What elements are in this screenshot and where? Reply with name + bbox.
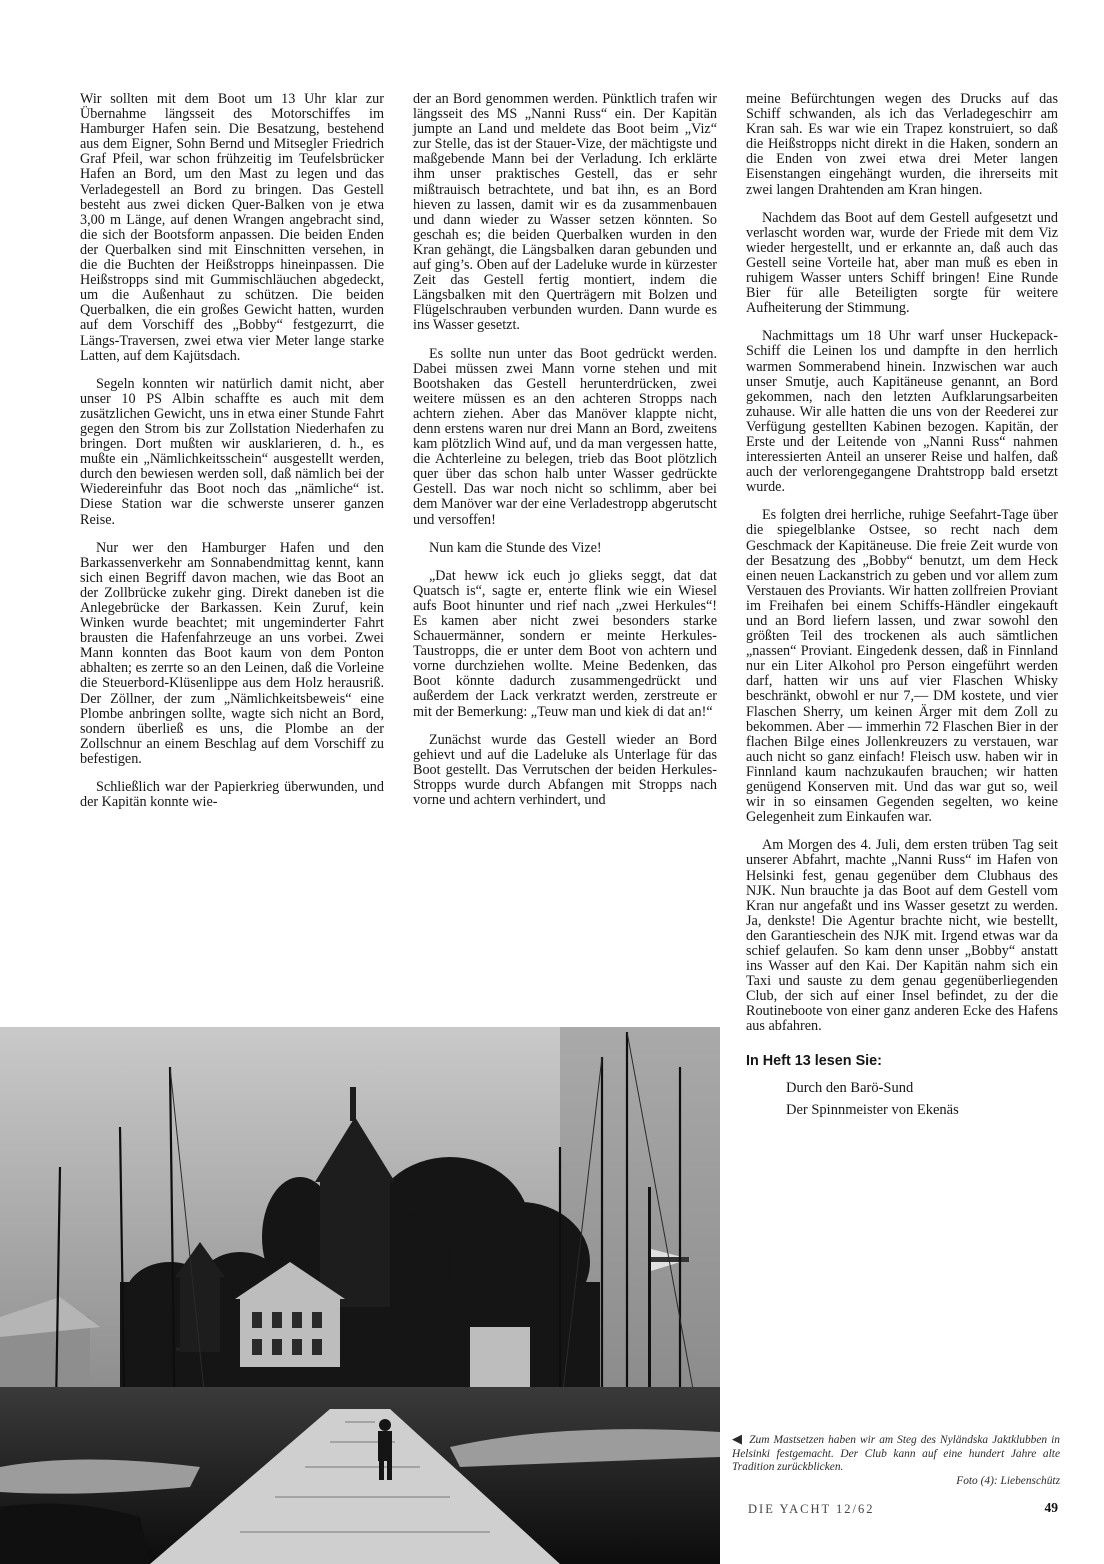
magazine-issue: DIE YACHT 12/62 bbox=[748, 1502, 875, 1516]
article-column-1 bbox=[80, 92, 384, 823]
paragraph: Nun kam die Stunde des Vize! bbox=[429, 539, 602, 556]
paragraph: Am Morgen des 4. Juli, dem ersten trüben Tag seit unserer Abfahrt, machte „Nanni Russ“ im Hafen von Helsinki fest, genau gegenüber dem Clubhaus des NJK. Nun brauchte ja das Boot auf dem Gestell vom Kran nur angefaßt und ins Wasser gesetzt zu werden. Ja, denkste! Die Agentur brachte nicht, wie bestellt, den Garantieschein des NJK mit. Irgend etwas war da schief gelaufen. So kam denn unser „Bobby“ anstatt ins Wasser auf den Kai. Der Kapitän nahm sich ein Taxi und sauste zu dem genau gegenüberliegenden Club, der sich auf einer Insel befindet, zu der die Routineboote von einer ganz anderen Ecke des Hafens aus abfahren. bbox=[746, 837, 1058, 1035]
paragraph: Wir sollten mit dem Boot um 13 Uhr klar zur Übernahme längsseit des Motorschiffes im Hamburger Hafen sein. Die Besatzung, bestehend aus dem Eigner, Sohn Bernd und Mitsegler Friedrich Graf Pfeil, war schon frühzeitig im Teufelsbrücker Hafen an Bord, um den Mast zu legen und das Verladegestell an Bord zu bringen. Das Gestell besteht aus zwei dicken Quer-Balken von je etwa 3,00 m Länge, auf denen Wrangen angebracht sind, die sich der Bootsform anpassen. Die beiden Enden der Querbalken sind mit Einschnitten versehen, in die die Buchten der Heißstropps hineinpassen. Die Heißstropps sind mit Gummischläuchen abgedeckt, um die Außenhaut zu schützen. Die beiden Querbalken, die ein großes Gewicht hatten, wurden auf dem Vorschiff des „Bobby“ festgezurrt, die Längs-Traversen, zwei etwa vier Meter lange starke Latten, auf dem Kajütsdach. bbox=[80, 91, 384, 364]
next-issue-item: Der Spinnmeister von Ekenäs bbox=[786, 1101, 959, 1118]
paragraph: Schließlich war der Papierkrieg überwunden, und der Kapitän konnte wie- bbox=[80, 779, 384, 811]
photo-caption bbox=[732, 1432, 1060, 1488]
page-number: 49 bbox=[1044, 1500, 1058, 1515]
article-column-2 bbox=[413, 92, 717, 821]
caption-pointer-arrow-icon: ◀ bbox=[732, 1431, 744, 1446]
paragraph: meine Befürchtungen wegen des Drucks auf das Schiff schwanden, als ich das Verladegeschirr am Kran sah. Es war wie ein Trapez konstruiert, so daß die Heißstropps nicht direkt in die Haken, sondern an die Enden von zwei etwa drei Meter langen Eisenstangen eingehängt wurden, die ihrerseits mit zwei langen Drahtenden am Kran hingen. bbox=[746, 91, 1058, 198]
harbour-photo bbox=[0, 1027, 720, 1564]
next-issue-heading: In Heft 13 lesen Sie: bbox=[746, 1052, 882, 1069]
next-issue-item: Durch den Barö-Sund bbox=[786, 1079, 914, 1096]
paragraph: Es sollte nun unter das Boot gedrückt werden. Dabei müssen zwei Mann vorne stehen und mit Bootshaken das Gestell herunterdrücken, zwei weitere müssen es an den achteren Stropps nach achtern ziehen. Aber das Manöver klappte nicht, denn erstens waren nur drei Mann an Bord, zweitens kam plötzlich Wind auf, und da man vergessen hatte, die Achterleine zu belegen, trieb das Boot plötzlich quer über das schon halb unter Wasser gedrückte Gestell. Das war noch nicht so schlimm, aber bei dem Manöver war der eine Verladestropp abgerutscht und versoffen! bbox=[413, 345, 717, 528]
photo-credit: Foto (4): Liebenschütz bbox=[956, 1474, 1060, 1487]
paragraph: Zunächst wurde das Gestell wieder an Bord gehievt und auf die Ladeluke als Unterlage für das Boot gestellt. Das Verrutschen der beiden Herkules-Stropps wurde durch Abfangen mit Stropps nach vorne und achtern verhindert, und bbox=[413, 731, 717, 809]
paragraph: Es folgten drei herrliche, ruhige Seefahrt-Tage über die spiegelblanke Ostsee, so recht nach dem Geschmack der Kapitäneuse. Die freie Zeit wurde von der Besatzung des „Bobby“ benutzt, um dem Heck einen neuen Lackanstrich zu geben und vor allem zum Verstauen des Proviants. Wir hatten zollfreien Proviant im Freihafen bei einem Schiffs-Händler eingekauft und an Bord liefern lassen, und zwar sowohl den größten Teil des trockenen als auch sämtlichen „nassen“ Proviant. Eingedenk dessen, daß in Finnland nur ein Liter Alkohol pro Person eingeführt werden darf, hatten wir uns auf vier Flaschen Whisky beschränkt, obwohl er nur 7,— DM kostete, und vier Flaschen Sherry, um keinen Ärger mit dem Zoll zu bekommen. Aber — immerhin 72 Flaschen Bier in der flachen Bilge eines Jollenkreuzers zu verstauen, war auch nicht so ganz einfach! Fleisch usw. haben wir in Finnland kaum nachzukaufen brauchen; wir hatten genügend Konserven mit. Und das war gut so, weil wir in so einsamen Gegenden segelten, wo keine Gelegenheit zum Einkaufen war. bbox=[746, 507, 1058, 826]
paragraph: Nachdem das Boot auf dem Gestell aufgesetzt und verlascht worden war, wurde der Friede mit dem Viz wieder hergestellt, und er erkannte an, daß auch das Gestell seine Vorteile hat, aber man muß es eben in ruhigem Wasser unters Schiff bringen! Eine Runde Bier für alle Beteiligten sorgte für weitere Aufheiterung der Stimmung. bbox=[746, 209, 1058, 317]
paragraph: „Dat heww ick euch jo glieks seggt, dat dat Quatsch is“, sagte er, enterte flink wie ein Wiesel aufs Boot hinunter und rief nach „zwei Herkules“! Es kamen aber nicht zwei besonders starke Schauermänner, sondern er meinte Herkules-Taustropps, die er unter dem Boot von achtern und vorne durchziehen wollte. Meine Bedenken, das Boot könnte dadurch zusammengedrückt und außerdem der Lack verkratzt werden, zerstreute er mit der Bemerkung: „Teuw man und kiek di dat an!“ bbox=[413, 567, 717, 720]
caption-text: Zum Mastsetzen haben wir am Steg des Nyländska Jaktklubben in Helsinki festgemacht. Der Club kann auf eine hundert Jahre alte Tradition zurückblicken. bbox=[732, 1434, 1061, 1474]
article-column-3 bbox=[746, 92, 1058, 1123]
paragraph: Nachmittags um 18 Uhr warf unser Huckepack-Schiff die Leinen los und dampfte in den herrlich warmen Sommerabend hinein. Inzwischen war auch unser Smutje, auch Kapitäneuse genannt, an Bord gekommen, nach den letzten Aufklarungsarbeiten zuhause. Wir alle hatten die uns von der Reederei zur Verfügung gestellten Kabinen bezogen. Kapitän, der Erste und der Leitende von „Nanni Russ“ nahmen interessierten Anteil an unserer Reise und halfen, daß auch der verlorengegangene Drahtstropp bald ersetzt wurde. bbox=[746, 328, 1058, 496]
page-footer bbox=[748, 1502, 1058, 1517]
paragraph: der an Bord genommen werden. Pünktlich trafen wir längsseit des MS „Nanni Russ“ ein. Der Kapitän jumpte an Land und meldete das Boot beim „Viz“ zur Stelle, das ist der Stauer-Vize, der mächtigste und maßgebende Mann bei der Verladung. Ich erklärte ihm unser praktisches Gestell, das er sehr mißtrauisch betrachtete, und bat ihn, es an Bord hieven zu lassen, damit wir es da zusammenbauen und dann wieder zu Wasser setzen könnten. So geschah es; die beiden Querbalken wurden in den Kran gehängt, die Längsbalken daran gebunden und auf ging’s. Oben auf der Ladeluke wurde in kürzester Zeit das Gestell fertig montiert, indem die Längsbalken mit den Querträgern mit Bolzen und Flügelschrauben verbunden wurden. Dann wurde es ins Wasser gesetzt. bbox=[413, 91, 717, 334]
paragraph: Segeln konnten wir natürlich damit nicht, aber unser 10 PS Albin schaffte es auch mit dem zusätzlichen Gewicht, uns in etwa einer Stunde Fahrt gegen den Strom bis zur Zollstation Niederhafen zu bringen. Dort mußten wir ausklarieren, d. h., es mußte ein „Nämlichkeitsschein“ ausgestellt werden, durch den bewiesen werden soll, daß nämlich bei der Wiedereinfuhr das Boot noch das „nämliche“ ist. Diese Station war die schwerste unserer ganzen Reise. bbox=[80, 375, 384, 528]
paragraph: Nur wer den Hamburger Hafen und den Barkassenverkehr am Sonnabendmittag kennt, kann sich einen Begriff davon machen, wie das Boot an der Zollbrücke zukehr ging. Direkt daneben ist die Anlegebrücke der Barkassen. Kein Zuruf, kein Winken wurde beachtet; mit ungeminderter Fahrt brausten die Hafenfahrzeuge an uns vorbei. Zwei Mann konnten das Boot kaum von dem Ponton abhalten; es zerrte so an den Leinen, daß die Vorleine die Steuerbord-Klüsenlippe aus dem Holz herausriß. Der Zöllner, der zum „Nämlichkeitsbeweis“ eine Plombe anbringen sollte, wagte sich nicht an Bord, sondern überließ es uns, die Plombe an der Zollschnur an einem Beschlag auf dem Vorschiff zu befestigen. bbox=[80, 539, 384, 767]
